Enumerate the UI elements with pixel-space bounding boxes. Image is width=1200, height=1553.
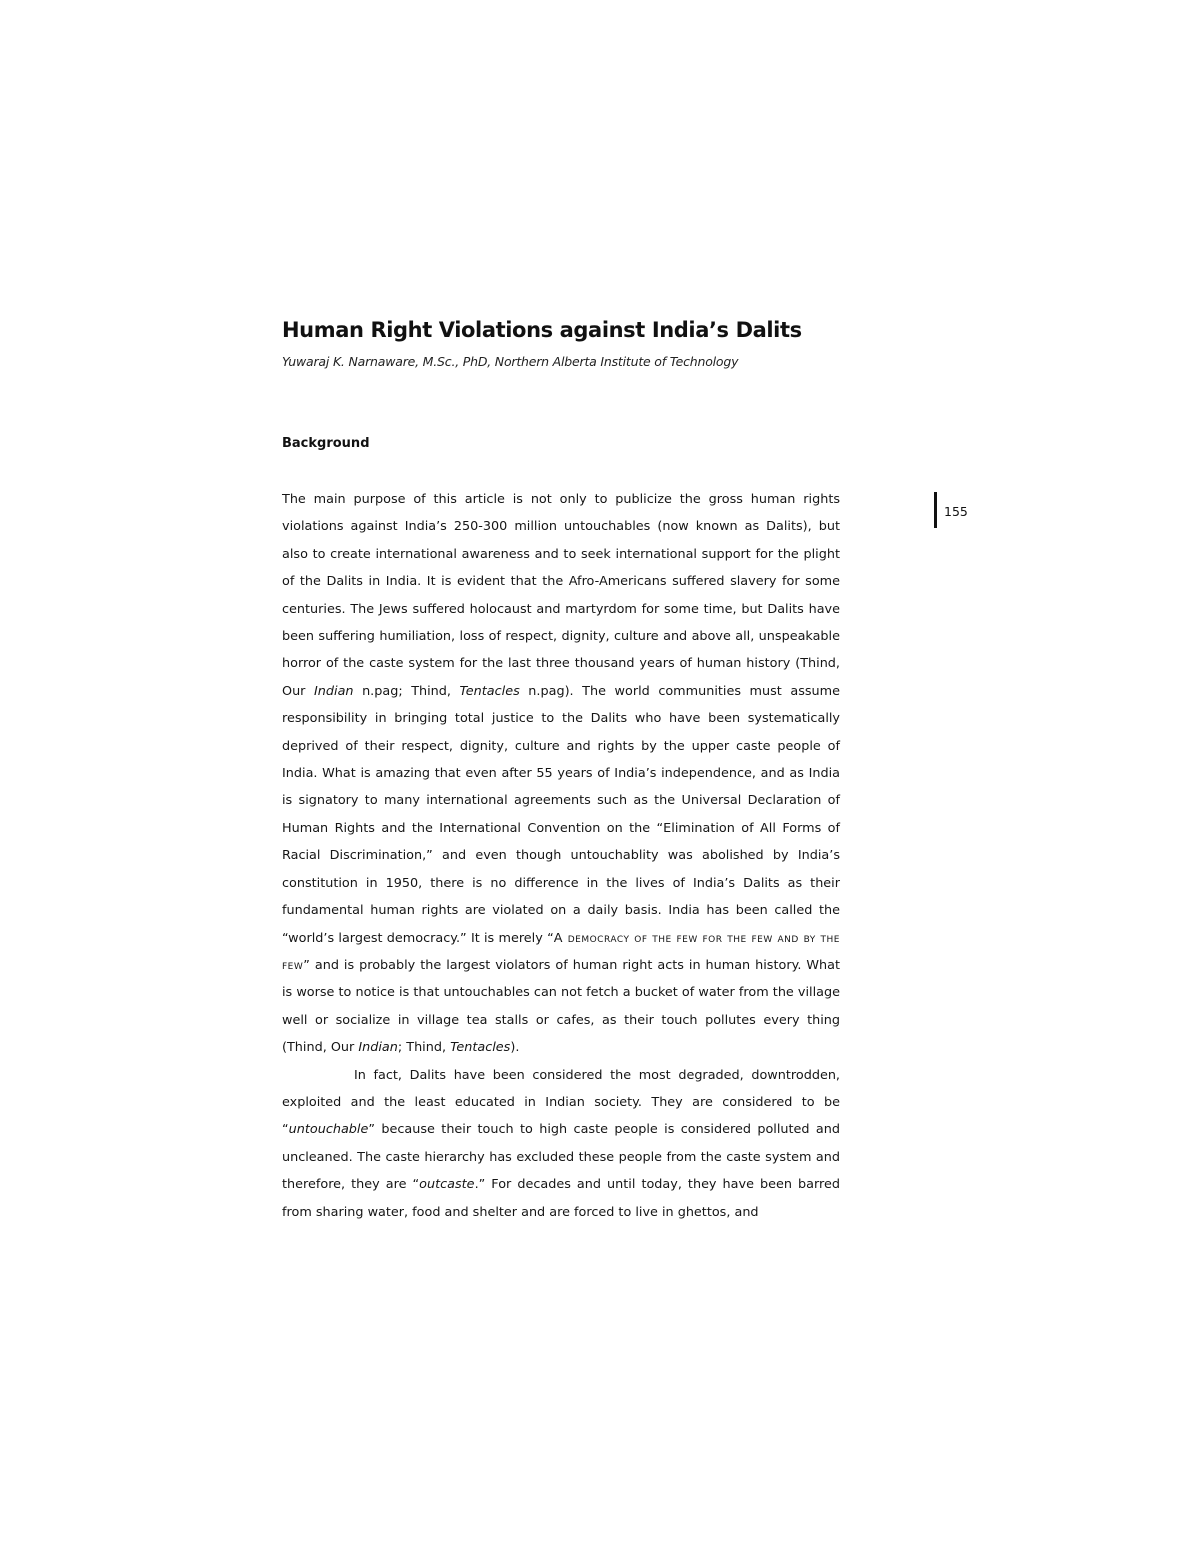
body-paragraph-1 xyxy=(282,486,840,1062)
italic-title: Tentacles xyxy=(450,1040,511,1056)
paragraph-text: ” and is probably the largest violators of human right acts in human history. What is worse to notice is that untouchables can not fetch a bucket of water from the village well or socialize in village tea stalls or cafes, as their touch pollutes every thing (Thind, Our xyxy=(282,957,840,1056)
paragraph-text: The main purpose of this article is not only to publicize the gross human rights violations against India’s 250-300 million untouchables (now known as Dalits), but also to create international awareness and to seek international support for the plight of the Dalits in India. It is evident that the Afro-Americans suffered slavery for some centuries. The Jews suffered holocaust and martyrdom for some time, but Dalits have been suffering humiliation, loss of respect, dignity, culture and above all, unspeakable horror of the caste system for the last three thousand years of human history (Thind, Our xyxy=(282,492,840,699)
section-heading: Background xyxy=(282,436,370,451)
italic-title: Tentacles xyxy=(459,683,520,699)
page-number-rule xyxy=(934,492,937,528)
paragraph-text: ). xyxy=(510,1040,520,1056)
italic-title: Indian xyxy=(358,1040,398,1056)
body-paragraph-2 xyxy=(282,1062,840,1226)
italic-term: untouchable xyxy=(288,1122,369,1138)
small-caps-quote: A democracy of the few for the few and by the few xyxy=(282,930,840,973)
paragraph-text: ” because their touch to high caste people is considered polluted and uncleaned. The caste hierarchy has excluded these people from the caste system and therefore, they are “ xyxy=(282,1122,840,1193)
italic-title: Indian xyxy=(314,683,354,699)
paragraph-text: In fact, Dalits have been considered the most degraded, downtrodden, exploited and the least educated in Indian society. They are considered to be “ xyxy=(282,1067,840,1138)
paragraph-text: .” For decades and until today, they have been barred from sharing water, food and shelter and are forced to live in ghettos, and xyxy=(282,1177,840,1220)
paragraph-text: n.pag; Thind, xyxy=(353,683,460,699)
page-number: 155 xyxy=(944,504,968,519)
article-byline: Yuwaraj K. Narnaware, M.Sc., PhD, Northern Alberta Institute of Technology xyxy=(282,354,739,369)
paragraph-text: ; Thind, xyxy=(397,1040,451,1056)
italic-term: outcaste xyxy=(419,1177,475,1193)
paragraph-text: n.pag). The world communities must assume responsibility in bringing total justice to the Dalits who have been systematically deprived of their respect, dignity, culture and rights by the upper caste people of India. What is amazing that even after 55 years of India’s independence, and as India is signatory to many international agreements such as the Universal Declaration of Human Rights and the International Convention on the “Elimination of All Forms of Racial Discrimination,” and even though untouchablity was abolished by India’s constitution in 1950, there is no difference in the lives of India’s Dalits as their fundamental human rights are violated on a daily basis. India has been called the “world’s largest democracy.” It is merely “ xyxy=(282,683,840,946)
article-body xyxy=(282,486,840,1226)
article-title: Human Right Violations against India’s Dalits xyxy=(282,318,802,342)
